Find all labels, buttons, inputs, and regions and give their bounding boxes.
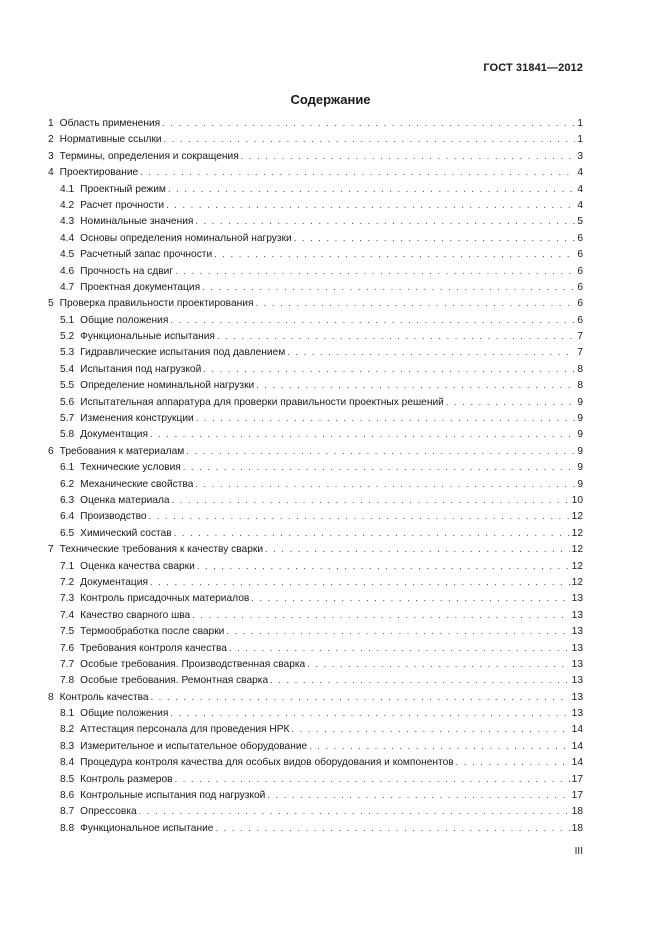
toc-entry-number: 7.1 — [60, 560, 75, 572]
toc-entry-title: Функциональное испытание — [80, 822, 214, 834]
toc-entry-page: 9 — [577, 478, 583, 490]
toc-entry[interactable] — [48, 803, 583, 819]
toc-dot-leader — [166, 197, 575, 213]
toc-entry-page: 8 — [577, 363, 583, 375]
toc-entry-page: 1 — [577, 134, 583, 146]
toc-entry-title: Оценка материала — [80, 494, 170, 506]
toc-entry-page: 6 — [577, 265, 583, 277]
toc-entry-title: Проектная документация — [80, 281, 201, 293]
toc-dot-leader — [456, 754, 570, 770]
toc-dot-leader — [168, 181, 575, 197]
toc-entry[interactable] — [48, 230, 583, 246]
toc-entry-number: 6.1 — [60, 462, 75, 474]
toc-entry-title: Проектный режим — [80, 183, 166, 195]
toc-entry-number: 7.8 — [60, 675, 75, 687]
toc-entry[interactable] — [48, 328, 583, 344]
toc-dot-leader — [151, 689, 570, 705]
toc-entry-title: Контроль присадочных материалов — [80, 593, 250, 605]
toc-entry-title: Качество сварного шва — [80, 609, 191, 621]
toc-entry-title: Контроль качества — [59, 691, 149, 703]
toc-entry-title: Прочность на сдвиг — [80, 265, 174, 277]
toc-entry[interactable] — [48, 279, 583, 295]
toc-entry[interactable] — [48, 492, 583, 508]
toc-entry-title: Механические свойства — [80, 478, 194, 490]
toc-dot-leader — [251, 590, 569, 606]
toc-entry-page: 12 — [571, 560, 583, 572]
toc-entry-number: 5.3 — [60, 347, 75, 359]
toc-entry-number: 6 — [48, 445, 54, 457]
toc-entry[interactable] — [48, 197, 583, 213]
toc-entry-page: 4 — [577, 183, 583, 195]
toc-entry-number: 4.4 — [60, 232, 75, 244]
toc-dot-leader — [139, 803, 570, 819]
toc-entry-page: 4 — [577, 199, 583, 211]
toc-entry-number: 7.6 — [60, 642, 75, 654]
toc-entry-page: 18 — [571, 806, 583, 818]
toc-entry-page: 6 — [577, 281, 583, 293]
toc-entry[interactable] — [48, 443, 583, 459]
toc-entry[interactable] — [48, 344, 583, 360]
toc-entry-number: 5 — [48, 298, 54, 310]
toc-entry[interactable] — [48, 623, 583, 639]
toc-entry[interactable] — [48, 295, 583, 311]
toc-entry-title: Особые требования. Производственная сварка — [80, 658, 306, 670]
toc-dot-leader — [203, 361, 575, 377]
toc-entry-title: Термины, определения и сокращения — [59, 150, 239, 162]
toc-entry-number: 4.2 — [60, 199, 75, 211]
toc-entry-title: Измерительное и испытательное оборудование — [80, 740, 308, 752]
toc-entry[interactable] — [48, 394, 583, 410]
toc-entry[interactable] — [48, 164, 583, 180]
toc-entry-page: 6 — [577, 232, 583, 244]
toc-dot-leader — [255, 295, 575, 311]
toc-entry[interactable] — [48, 410, 583, 426]
toc-entry-page: 9 — [577, 413, 583, 425]
toc-entry-title: Требования контроля качества — [80, 642, 227, 654]
toc-dot-leader — [172, 492, 570, 508]
toc-entry[interactable] — [48, 771, 583, 787]
toc-entry[interactable] — [48, 640, 583, 656]
toc-entry-page: 12 — [571, 511, 583, 523]
toc-dot-leader — [287, 344, 575, 360]
toc-entry[interactable] — [48, 263, 583, 279]
toc-entry-title: Оценка качества сварки — [80, 560, 195, 572]
toc-entry-number: 7.3 — [60, 593, 75, 605]
toc-dot-leader — [164, 131, 576, 147]
toc-dot-leader — [195, 476, 575, 492]
table-of-contents — [48, 115, 583, 836]
toc-entry-page: 9 — [577, 429, 583, 441]
toc-entry-title: Испытательная аппаратура для проверки правильности проектных решений — [80, 396, 444, 408]
toc-entry-number: 6.4 — [60, 511, 75, 523]
toc-entry-title: Документация — [80, 429, 148, 441]
toc-entry-title: Нормативные ссылки — [59, 134, 162, 146]
toc-entry-page: 6 — [577, 249, 583, 261]
toc-dot-leader — [170, 705, 569, 721]
toc-entry-page: 13 — [571, 626, 583, 638]
toc-entry-title: Номинальные значения — [80, 216, 194, 228]
toc-entry-title: Гидравлические испытания под давлением — [80, 347, 286, 359]
toc-entry-number: 7.7 — [60, 658, 75, 670]
toc-entry-title: Основы определения номинальной нагрузки — [80, 232, 292, 244]
page-number: III — [574, 846, 583, 857]
toc-dot-leader — [149, 508, 570, 524]
toc-dot-leader — [226, 623, 569, 639]
toc-entry-number: 8.5 — [60, 773, 75, 785]
toc-entry[interactable] — [48, 558, 583, 574]
toc-entry-title: Определение номинальной нагрузки — [80, 380, 255, 392]
toc-entry-page: 7 — [577, 331, 583, 343]
toc-dot-leader — [175, 771, 570, 787]
toc-entry-title: Производство — [80, 511, 147, 523]
toc-entry-page: 18 — [571, 822, 583, 834]
toc-dot-leader — [183, 459, 576, 475]
toc-entry-page: 12 — [571, 576, 583, 588]
toc-dot-leader — [192, 607, 569, 623]
toc-entry-page: 13 — [571, 675, 583, 687]
toc-entry-title: Требования к материалам — [59, 445, 185, 457]
toc-entry-number: 4.7 — [60, 281, 75, 293]
toc-entry-number: 8.1 — [60, 708, 75, 720]
toc-entry-title: Общие положения — [80, 708, 169, 720]
toc-entry-number: 5.7 — [60, 413, 75, 425]
toc-entry[interactable] — [48, 607, 583, 623]
toc-entry[interactable] — [48, 377, 583, 393]
toc-entry[interactable] — [48, 525, 583, 541]
toc-entry-title: Область применения — [59, 118, 161, 129]
toc-entry-title: Расчет прочности — [80, 199, 165, 211]
toc-entry-page: 9 — [577, 396, 583, 408]
toc-entry-title: Аттестация персонала для проведения НРК — [80, 724, 290, 736]
toc-entry-page: 5 — [577, 216, 583, 228]
toc-dot-leader — [265, 541, 570, 557]
toc-dot-leader — [150, 426, 575, 442]
toc-entry[interactable] — [48, 115, 583, 131]
toc-dot-leader — [267, 787, 569, 803]
toc-entry-number: 8.3 — [60, 740, 75, 752]
toc-entry-page: 12 — [571, 527, 583, 539]
toc-entry[interactable] — [48, 131, 583, 147]
toc-entry-number: 4.1 — [60, 183, 75, 195]
toc-dot-leader — [215, 820, 569, 836]
toc-entry-title: Контрольные испытания под нагрузкой — [80, 790, 266, 802]
toc-entry-title: Испытания под нагрузкой — [80, 363, 202, 375]
toc-dot-leader — [162, 115, 575, 131]
toc-entry-number: 4 — [48, 167, 54, 179]
toc-dot-leader — [309, 738, 569, 754]
toc-entry[interactable] — [48, 361, 583, 377]
toc-entry-page: 13 — [571, 642, 583, 654]
toc-entry-number: 7.2 — [60, 576, 75, 588]
toc-entry-number: 6.2 — [60, 478, 75, 490]
toc-dot-leader — [217, 328, 575, 344]
toc-dot-leader — [196, 410, 576, 426]
toc-entry-title: Процедура контроля качества для особых видов оборудования и компонентов — [80, 757, 454, 769]
toc-entry-page: 14 — [571, 740, 583, 752]
toc-dot-leader — [214, 246, 575, 262]
toc-entry-title: Технические требования к качеству сварки — [59, 544, 264, 556]
toc-entry-title: Контроль размеров — [80, 773, 173, 785]
toc-dot-leader — [186, 443, 575, 459]
toc-entry-title: Документация — [80, 576, 148, 588]
toc-entry-number: 5.4 — [60, 363, 75, 375]
toc-entry-number: 5.8 — [60, 429, 75, 441]
toc-entry[interactable] — [48, 574, 583, 590]
toc-entry-number: 2 — [48, 134, 54, 146]
toc-entry[interactable] — [48, 213, 583, 229]
toc-entry-number: 8.8 — [60, 822, 75, 834]
toc-dot-leader — [256, 377, 575, 393]
toc-entry-page: 9 — [577, 445, 583, 457]
toc-entry-number: 7 — [48, 544, 54, 556]
toc-entry-page: 6 — [577, 298, 583, 310]
toc-entry-number: 5.1 — [60, 314, 75, 326]
toc-entry-page: 10 — [571, 494, 583, 506]
toc-entry-page: 7 — [577, 347, 583, 359]
toc-entry[interactable] — [48, 312, 583, 328]
toc-dot-leader — [307, 656, 569, 672]
toc-entry[interactable] — [48, 672, 583, 688]
toc-entry[interactable] — [48, 689, 583, 705]
toc-entry[interactable] — [48, 508, 583, 524]
toc-entry-title: Общие положения — [80, 314, 169, 326]
toc-dot-leader — [229, 640, 570, 656]
toc-dot-leader — [202, 279, 575, 295]
toc-entry-number: 3 — [48, 150, 54, 162]
toc-entry-number: 6.5 — [60, 527, 75, 539]
toc-entry-number: 8 — [48, 691, 54, 703]
toc-entry-number: 7.5 — [60, 626, 75, 638]
toc-entry-title: Химический состав — [80, 527, 172, 539]
toc-entry[interactable] — [48, 246, 583, 262]
toc-entry-number: 5.2 — [60, 331, 75, 343]
page-title: Содержание — [290, 92, 371, 107]
toc-entry-number: 5.6 — [60, 396, 75, 408]
toc-entry-page: 13 — [571, 658, 583, 670]
toc-entry[interactable] — [48, 181, 583, 197]
toc-entry-title: Изменения конструкции — [80, 413, 194, 425]
toc-entry-title: Технические условия — [80, 462, 181, 474]
toc-entry-page: 13 — [571, 593, 583, 605]
toc-entry-title: Функциональные испытания — [80, 331, 215, 343]
toc-entry-title: Термообработка после сварки — [80, 626, 225, 638]
toc-entry-page: 1 — [577, 118, 583, 129]
toc-dot-leader — [241, 148, 576, 164]
toc-entry-page: 17 — [571, 790, 583, 802]
toc-entry-page: 14 — [571, 757, 583, 769]
toc-entry-number: 4.6 — [60, 265, 75, 277]
toc-entry[interactable] — [48, 459, 583, 475]
toc-entry-number: 5.5 — [60, 380, 75, 392]
toc-entry[interactable] — [48, 738, 583, 754]
toc-entry-title: Проектирование — [59, 167, 139, 179]
toc-entry-page: 8 — [577, 380, 583, 392]
toc-dot-leader — [195, 213, 575, 229]
toc-entry[interactable] — [48, 541, 583, 557]
toc-dot-leader — [150, 574, 570, 590]
toc-entry-title: Расчетный запас прочности — [80, 249, 213, 261]
toc-dot-leader — [175, 263, 575, 279]
toc-entry-title: Опрессовка — [80, 806, 137, 818]
toc-entry-title: Особые требования. Ремонтная сварка — [80, 675, 269, 687]
toc-entry[interactable] — [48, 590, 583, 606]
toc-entry-page: 12 — [571, 544, 583, 556]
toc-dot-leader — [270, 672, 570, 688]
toc-entry-number: 8.4 — [60, 757, 75, 769]
toc-entry-title: Проверка правильности проектирования — [59, 298, 254, 310]
toc-entry-page: 3 — [577, 150, 583, 162]
toc-dot-leader — [170, 312, 575, 328]
toc-entry-number: 4.3 — [60, 216, 75, 228]
toc-entry[interactable] — [48, 705, 583, 721]
toc-dot-leader — [197, 558, 570, 574]
toc-entry-page: 4 — [577, 167, 583, 179]
toc-entry-number: 8.6 — [60, 790, 75, 802]
toc-dot-leader — [446, 394, 575, 410]
toc-dot-leader — [294, 230, 576, 246]
toc-entry[interactable] — [48, 476, 583, 492]
toc-entry-number: 4.5 — [60, 249, 75, 261]
toc-entry-number: 7.4 — [60, 609, 75, 621]
standard-number: ГОСТ 31841—2012 — [483, 62, 583, 74]
toc-entry-page: 13 — [571, 609, 583, 621]
toc-entry-page: 6 — [577, 314, 583, 326]
toc-entry-page: 9 — [577, 462, 583, 474]
toc-entry-page: 13 — [571, 708, 583, 720]
toc-entry[interactable] — [48, 656, 583, 672]
toc-entry[interactable] — [48, 754, 583, 770]
toc-entry-number: 8.2 — [60, 724, 75, 736]
toc-entry[interactable] — [48, 426, 583, 442]
toc-entry[interactable] — [48, 148, 583, 164]
toc-entry-page: 17 — [571, 773, 583, 785]
toc-entry-page: 13 — [571, 691, 583, 703]
toc-entry-number: 1 — [48, 118, 54, 129]
toc-entry-number: 6.3 — [60, 494, 75, 506]
toc-entry[interactable] — [48, 787, 583, 803]
toc-entry-page: 14 — [571, 724, 583, 736]
toc-entry[interactable] — [48, 721, 583, 737]
toc-dot-leader — [140, 164, 575, 180]
toc-dot-leader — [291, 721, 569, 737]
toc-dot-leader — [174, 525, 570, 541]
toc-entry[interactable] — [48, 820, 583, 836]
toc-entry-number: 8.7 — [60, 806, 75, 818]
